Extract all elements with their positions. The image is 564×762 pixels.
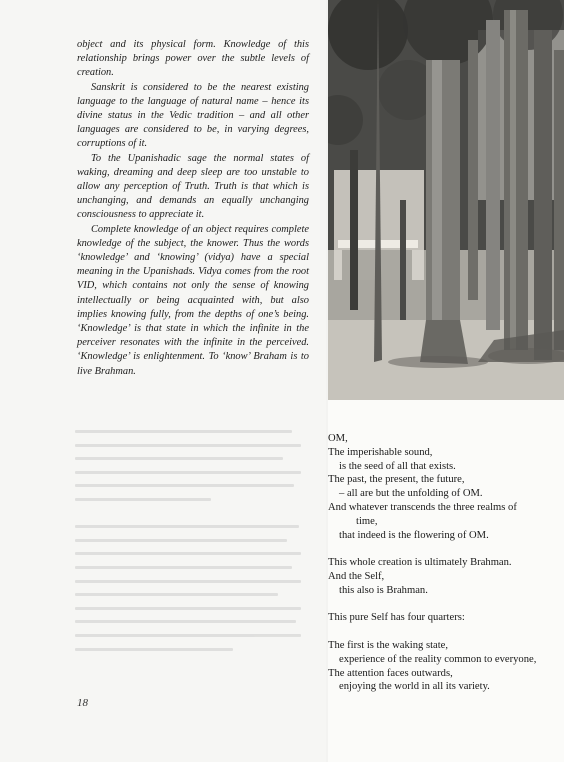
- stanza-gap: [328, 598, 564, 612]
- paragraph: object and its physical form. Knowledge of this relationship brings power over the subtle levels of creation.: [77, 39, 309, 79]
- verse-line: The past, the present, the future,: [328, 474, 465, 486]
- show-through-text: [75, 430, 301, 685]
- photo-illustration: [328, 0, 564, 400]
- verse-line: that indeed is the flowering of OM.: [339, 529, 489, 541]
- verse-line: And whatever transcends the three realms of: [328, 501, 517, 513]
- stanza-gap: [328, 625, 564, 639]
- verse-line: time,: [356, 515, 378, 527]
- verse-line: The imperishable sound,: [328, 446, 433, 458]
- verse-line: The first is the waking state,: [328, 639, 449, 651]
- paragraph: Complete knowledge of an object requires complete knowledge of the subject, the knower. Thus the words ‘knowledge’ and ‘knowing’ (vidya) have a special meaning in the Upanishads. Vidya comes from the root VID, which contains not only the sense of knowing intellectually or being acquainted with, but also implies knowing fully, from the depths of one’s being. ‘Knowledge’ is that state in which the infinite in the perceiver resonates with the infinite in the perceived. ‘Knowledge’ is enlightenment. To ‘know’ Braham is to live Brahman.: [77, 223, 309, 377]
- verse-line: experience of the reality common to everyone,: [339, 653, 537, 665]
- body-text-column: [77, 38, 309, 379]
- stanza-gap: [328, 542, 564, 556]
- paragraph: Sanskrit is considered to be the nearest existing language to the language of natural name – hence its divine status in the Vedic tradition – and all other languages are considered to be, in varying degrees, corruptions of it.: [77, 81, 309, 150]
- paragraph: To the Upanishadic sage the normal states of waking, dreaming and deep sleep are too unstable to allow any perception of Truth. Truth is that which is unchanging, and demands an equally unchanging consciousness to appreciate it.: [77, 152, 309, 221]
- verse-line: The attention faces outwards,: [328, 667, 453, 679]
- verse-line: OM,: [328, 433, 348, 444]
- banyan-tree-photograph: [328, 0, 564, 400]
- verse-text: [328, 432, 564, 694]
- verse-line: is the seed of all that exists.: [339, 460, 456, 472]
- verse-line: enjoying the world in all its variety.: [339, 681, 490, 693]
- page-number: 18: [77, 697, 88, 709]
- verse-line: This whole creation is ultimately Brahman.: [328, 557, 512, 569]
- verse-line: And the Self,: [328, 570, 385, 582]
- verse-line: – all are but the unfolding of OM.: [339, 488, 483, 500]
- verse-line: this also is Brahman.: [339, 584, 428, 596]
- verse-line: This pure Self has four quarters:: [328, 612, 465, 624]
